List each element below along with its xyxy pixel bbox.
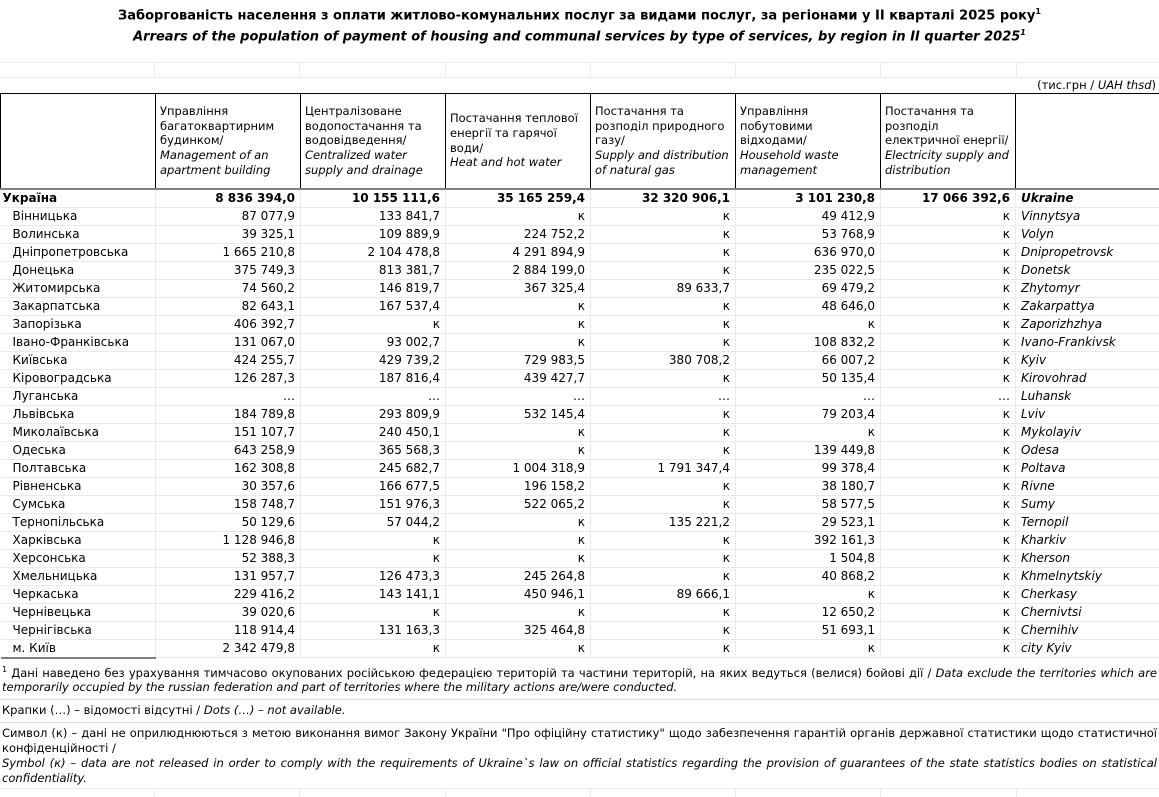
region-name-ua: Чернігівська bbox=[1, 621, 156, 639]
region-name-en: Luhansk bbox=[1016, 387, 1159, 405]
value-cell: 40 868,2 bbox=[736, 567, 881, 585]
column-header-heat bbox=[446, 93, 591, 189]
region-name-ua: Харківська bbox=[1, 531, 156, 549]
value-cell: к bbox=[881, 549, 1016, 567]
value-cell: 118 914,4 bbox=[156, 621, 301, 639]
column-header-en: Household waste management bbox=[740, 148, 876, 177]
column-header-ua: Управління побутовими відходами/ bbox=[740, 104, 813, 147]
region-name-en: Vinnytsya bbox=[1016, 207, 1159, 225]
region-name-ua: Запорізька bbox=[1, 315, 156, 333]
column-header-waste bbox=[736, 93, 881, 189]
value-cell: … bbox=[301, 387, 446, 405]
value-cell: к bbox=[881, 621, 1016, 639]
value-cell: 126 473,3 bbox=[301, 567, 446, 585]
footnote-en: Symbol (к) – data are not released in order to comply with the requirements of Ukraine`s law on official statistics regarding the provision of guarantees of the state statistics bodies on statistical confidentiality. bbox=[2, 756, 1157, 786]
region-name-ua: Львівська bbox=[1, 405, 156, 423]
value-cell: 450 946,1 bbox=[446, 585, 591, 603]
value-cell: 79 203,4 bbox=[736, 405, 881, 423]
value-cell: к bbox=[591, 207, 736, 225]
value-cell: 1 504,8 bbox=[736, 549, 881, 567]
value-cell: 50 129,6 bbox=[156, 513, 301, 531]
table-row bbox=[1, 369, 1159, 387]
table-row bbox=[1, 441, 1159, 459]
value-cell: 229 416,2 bbox=[156, 585, 301, 603]
column-header-electricity bbox=[881, 93, 1016, 189]
value-cell: к bbox=[591, 567, 736, 585]
footnote-en: Data exclude the territories which are temporarily occupied by the russian federation and part of territories where the military actions are/were conducted. bbox=[2, 665, 1157, 694]
value-cell: к bbox=[446, 513, 591, 531]
footnote-marker: 1 bbox=[2, 665, 7, 674]
table-row bbox=[1, 261, 1159, 279]
table-body bbox=[1, 189, 1159, 658]
value-cell: к bbox=[591, 603, 736, 621]
value-cell: 108 832,2 bbox=[736, 333, 881, 351]
value-cell: 146 819,7 bbox=[301, 279, 446, 297]
region-name-ua: Черкаська bbox=[1, 585, 156, 603]
value-cell: к bbox=[591, 441, 736, 459]
value-cell: к bbox=[301, 639, 446, 658]
table-row bbox=[1, 333, 1159, 351]
value-cell: 143 141,1 bbox=[301, 585, 446, 603]
region-name-ua: Вінницька bbox=[1, 207, 156, 225]
table-row bbox=[1, 387, 1159, 405]
value-cell: 12 650,2 bbox=[736, 603, 881, 621]
table-row bbox=[1, 531, 1159, 549]
value-cell: 131 957,7 bbox=[156, 567, 301, 585]
value-cell: к bbox=[591, 225, 736, 243]
value-cell: 196 158,2 bbox=[446, 477, 591, 495]
value-cell: 1 004 318,9 bbox=[446, 459, 591, 477]
value-cell: к bbox=[591, 243, 736, 261]
grid-cell bbox=[300, 789, 445, 797]
value-cell: 1 665 210,8 bbox=[156, 243, 301, 261]
value-cell: к bbox=[881, 531, 1016, 549]
region-name-ua: Дніпропетровська bbox=[1, 243, 156, 261]
value-cell: к bbox=[446, 333, 591, 351]
value-cell: 35 165 259,4 bbox=[446, 189, 591, 208]
footnote-ua: Символ (к) – дані не оприлюднюються з метою виконання вимог Закону України "Про офіційну статистику" щодо забезпечення гарантій органів державної статистики щодо статистичної конфіденційності / bbox=[2, 726, 1157, 755]
value-cell: 29 523,1 bbox=[736, 513, 881, 531]
value-cell: 240 450,1 bbox=[301, 423, 446, 441]
value-cell: к bbox=[736, 315, 881, 333]
region-name-en: Kirovohrad bbox=[1016, 369, 1159, 387]
value-cell: к bbox=[446, 207, 591, 225]
units-label bbox=[0, 78, 1159, 93]
grid-cell bbox=[446, 789, 591, 797]
value-cell: 126 287,3 bbox=[156, 369, 301, 387]
region-name-ua: Рівненська bbox=[1, 477, 156, 495]
value-cell: к bbox=[881, 261, 1016, 279]
region-name-en: Kyiv bbox=[1016, 351, 1159, 369]
region-name-en: Dnipropetrovsk bbox=[1016, 243, 1159, 261]
value-cell: к bbox=[881, 351, 1016, 369]
footnotes bbox=[0, 659, 1159, 789]
column-header-en: Centralized water supply and drainage bbox=[305, 148, 441, 177]
value-cell: 30 357,6 bbox=[156, 477, 301, 495]
region-name-en: Khmelnytskiy bbox=[1016, 567, 1159, 585]
value-cell: 813 381,7 bbox=[301, 261, 446, 279]
region-name-en: Sumy bbox=[1016, 495, 1159, 513]
table-row bbox=[1, 639, 1159, 658]
value-cell: к bbox=[591, 549, 736, 567]
value-cell: 8 836 394,0 bbox=[156, 189, 301, 208]
region-name-en: Zaporizhzhya bbox=[1016, 315, 1159, 333]
region-name-en: city Kyiv bbox=[1016, 639, 1159, 658]
value-cell: 325 464,8 bbox=[446, 621, 591, 639]
value-cell: к bbox=[881, 279, 1016, 297]
value-cell: 367 325,4 bbox=[446, 279, 591, 297]
value-cell: к bbox=[591, 639, 736, 658]
region-name-en: Mykolayiv bbox=[1016, 423, 1159, 441]
region-name-ua: Київська bbox=[1, 351, 156, 369]
region-name-ua: Луганська bbox=[1, 387, 156, 405]
value-cell: 166 677,5 bbox=[301, 477, 446, 495]
value-cell: 51 693,1 bbox=[736, 621, 881, 639]
empty-grid-row bbox=[0, 788, 1159, 797]
corner-cell bbox=[1, 93, 156, 189]
value-cell: 167 537,4 bbox=[301, 297, 446, 315]
region-name-ua: Закарпатська bbox=[1, 297, 156, 315]
column-header-en: Electricity supply and distribution bbox=[885, 148, 1011, 177]
arrears-table bbox=[0, 93, 1159, 659]
value-cell: к bbox=[301, 531, 446, 549]
region-name-ua: Чернівецька bbox=[1, 603, 156, 621]
grid-cell bbox=[1017, 789, 1159, 797]
value-cell: к bbox=[446, 315, 591, 333]
grid-cell bbox=[736, 789, 881, 797]
value-cell: к bbox=[446, 531, 591, 549]
value-cell: к bbox=[736, 423, 881, 441]
footnote-territories bbox=[0, 659, 1159, 701]
value-cell: 187 816,4 bbox=[301, 369, 446, 387]
table-row bbox=[1, 315, 1159, 333]
value-cell: к bbox=[591, 495, 736, 513]
value-cell: к bbox=[591, 369, 736, 387]
value-cell: 139 449,8 bbox=[736, 441, 881, 459]
value-cell: 133 841,7 bbox=[301, 207, 446, 225]
value-cell: 184 789,8 bbox=[156, 405, 301, 423]
grid-cell bbox=[736, 63, 881, 77]
value-cell: 69 479,2 bbox=[736, 279, 881, 297]
column-header-ua: Постачання теплової енергії та гарячої води/ bbox=[450, 111, 578, 154]
region-name-ua: Україна bbox=[1, 189, 156, 208]
column-header-water bbox=[301, 93, 446, 189]
value-cell: 58 577,5 bbox=[736, 495, 881, 513]
value-cell: 365 568,3 bbox=[301, 441, 446, 459]
value-cell: к bbox=[446, 639, 591, 658]
value-cell: 380 708,2 bbox=[591, 351, 736, 369]
value-cell: 1 128 946,8 bbox=[156, 531, 301, 549]
region-name-en: Chernihiv bbox=[1016, 621, 1159, 639]
table-row bbox=[1, 405, 1159, 423]
table-row bbox=[1, 207, 1159, 225]
value-cell: к bbox=[881, 603, 1016, 621]
value-cell: … bbox=[591, 387, 736, 405]
table-row bbox=[1, 585, 1159, 603]
region-name-ua: Одеська bbox=[1, 441, 156, 459]
value-cell: к bbox=[881, 441, 1016, 459]
value-cell: к bbox=[881, 423, 1016, 441]
value-cell: 32 320 906,1 bbox=[591, 189, 736, 208]
grid-cell bbox=[0, 63, 155, 77]
column-header-apartment bbox=[156, 93, 301, 189]
region-name-en: Kherson bbox=[1016, 549, 1159, 567]
value-cell: 245 264,8 bbox=[446, 567, 591, 585]
page-subtitle bbox=[0, 24, 1159, 45]
value-cell: к bbox=[881, 639, 1016, 658]
region-name-en: Ternopil bbox=[1016, 513, 1159, 531]
region-name-en: Zakarpattya bbox=[1016, 297, 1159, 315]
region-name-ua: м. Київ bbox=[1, 639, 156, 658]
units-close: ) bbox=[1152, 78, 1157, 92]
value-cell: к bbox=[446, 603, 591, 621]
table-row bbox=[1, 603, 1159, 621]
value-cell: 74 560,2 bbox=[156, 279, 301, 297]
region-name-ua: Донецька bbox=[1, 261, 156, 279]
value-cell: к bbox=[881, 333, 1016, 351]
value-cell: к bbox=[881, 585, 1016, 603]
value-cell: к bbox=[591, 261, 736, 279]
value-cell: к bbox=[881, 243, 1016, 261]
footnote-dots bbox=[0, 700, 1159, 723]
value-cell: 235 022,5 bbox=[736, 261, 881, 279]
value-cell: к bbox=[881, 207, 1016, 225]
region-name-ua: Тернопільська bbox=[1, 513, 156, 531]
footnote-en: Dots (…) – not available. bbox=[204, 703, 346, 717]
value-cell: 49 412,9 bbox=[736, 207, 881, 225]
value-cell: к bbox=[881, 225, 1016, 243]
value-cell: 87 077,9 bbox=[156, 207, 301, 225]
value-cell: 99 378,4 bbox=[736, 459, 881, 477]
value-cell: 131 163,3 bbox=[301, 621, 446, 639]
page-title bbox=[0, 0, 1159, 24]
value-cell: к bbox=[881, 405, 1016, 423]
value-cell: к bbox=[591, 477, 736, 495]
value-cell: 162 308,8 bbox=[156, 459, 301, 477]
grid-cell bbox=[881, 63, 1016, 77]
value-cell: 424 255,7 bbox=[156, 351, 301, 369]
value-cell: к bbox=[591, 621, 736, 639]
page-title-ua: Заборгованість населення з оплати житлово-комунальних послуг за видами послуг, за регіонами у II кварталі 2025 року bbox=[118, 8, 1035, 23]
value-cell: 135 221,2 bbox=[591, 513, 736, 531]
value-cell: к bbox=[881, 459, 1016, 477]
column-header-en: Heat and hot water bbox=[450, 155, 586, 170]
region-name-ua: Полтавська bbox=[1, 459, 156, 477]
column-header-ua: Постачання та розподіл електричної енергії/ bbox=[885, 104, 1008, 147]
value-cell: … bbox=[881, 387, 1016, 405]
value-cell: 224 752,2 bbox=[446, 225, 591, 243]
value-cell: 1 791 347,4 bbox=[591, 459, 736, 477]
value-cell: 39 325,1 bbox=[156, 225, 301, 243]
value-cell: к bbox=[881, 315, 1016, 333]
region-name-en: Zhytomyr bbox=[1016, 279, 1159, 297]
value-cell: 52 388,3 bbox=[156, 549, 301, 567]
value-cell: к bbox=[881, 513, 1016, 531]
value-cell: к bbox=[591, 297, 736, 315]
table-row bbox=[1, 549, 1159, 567]
value-cell: 429 739,2 bbox=[301, 351, 446, 369]
table-row bbox=[1, 477, 1159, 495]
region-name-en: Poltava bbox=[1016, 459, 1159, 477]
value-cell: к bbox=[446, 297, 591, 315]
value-cell: 57 044,2 bbox=[301, 513, 446, 531]
value-cell: 2 342 479,8 bbox=[156, 639, 301, 658]
value-cell: к bbox=[881, 477, 1016, 495]
table-row bbox=[1, 567, 1159, 585]
value-cell: 532 145,4 bbox=[446, 405, 591, 423]
header-empty-en-col bbox=[1016, 93, 1159, 189]
value-cell: 109 889,9 bbox=[301, 225, 446, 243]
region-name-en: Lviv bbox=[1016, 405, 1159, 423]
value-cell: 82 643,1 bbox=[156, 297, 301, 315]
column-header-ua: Централізоване водопостачання та водовідведення/ bbox=[305, 104, 422, 147]
grid-cell bbox=[0, 789, 155, 797]
region-name-ua: Херсонська bbox=[1, 549, 156, 567]
value-cell: 406 392,7 bbox=[156, 315, 301, 333]
subtitle-footnote-marker: 1 bbox=[1020, 28, 1026, 37]
grid-cell bbox=[1017, 63, 1159, 77]
value-cell: 4 291 894,9 bbox=[446, 243, 591, 261]
table-row bbox=[1, 513, 1159, 531]
value-cell: 66 007,2 bbox=[736, 351, 881, 369]
region-name-en: Ukraine bbox=[1016, 189, 1159, 208]
value-cell: 293 809,9 bbox=[301, 405, 446, 423]
column-header-gas bbox=[591, 93, 736, 189]
value-cell: к bbox=[301, 603, 446, 621]
grid-cell bbox=[446, 63, 591, 77]
table-row bbox=[1, 243, 1159, 261]
table-row bbox=[1, 459, 1159, 477]
footnote-ua: Крапки (…) – відомості відсутні / bbox=[2, 703, 204, 717]
value-cell: 151 107,7 bbox=[156, 423, 301, 441]
region-name-en: Cherkasy bbox=[1016, 585, 1159, 603]
value-cell: к bbox=[881, 567, 1016, 585]
region-name-en: Odesa bbox=[1016, 441, 1159, 459]
region-name-ua: Волинська bbox=[1, 225, 156, 243]
value-cell: к bbox=[301, 549, 446, 567]
value-cell: 38 180,7 bbox=[736, 477, 881, 495]
table-row bbox=[1, 225, 1159, 243]
table-row bbox=[1, 279, 1159, 297]
region-name-ua: Сумська bbox=[1, 495, 156, 513]
column-header-en: Management of an apartment building bbox=[160, 148, 296, 177]
value-cell: 158 748,7 bbox=[156, 495, 301, 513]
region-name-ua: Кіровоградська bbox=[1, 369, 156, 387]
value-cell: … bbox=[156, 387, 301, 405]
value-cell: к bbox=[736, 585, 881, 603]
region-name-en: Donetsk bbox=[1016, 261, 1159, 279]
column-header-ua: Управління багатоквартирним будинком/ bbox=[160, 104, 274, 147]
value-cell: 39 020,6 bbox=[156, 603, 301, 621]
value-cell: 636 970,0 bbox=[736, 243, 881, 261]
value-cell: … bbox=[446, 387, 591, 405]
value-cell: 89 633,7 bbox=[591, 279, 736, 297]
value-cell: 48 646,0 bbox=[736, 297, 881, 315]
value-cell: 50 135,4 bbox=[736, 369, 881, 387]
grid-cell bbox=[155, 63, 300, 77]
value-cell: к bbox=[591, 333, 736, 351]
units-en: UAH thsd bbox=[1098, 78, 1152, 92]
value-cell: к bbox=[591, 315, 736, 333]
table-row bbox=[1, 495, 1159, 513]
column-header-ua: Постачання та розподіл природного газу/ bbox=[595, 104, 724, 147]
table-row bbox=[1, 189, 1159, 208]
value-cell: к bbox=[591, 531, 736, 549]
value-cell: 729 983,5 bbox=[446, 351, 591, 369]
table-row bbox=[1, 297, 1159, 315]
units-ua: (тис.грн / bbox=[1037, 78, 1098, 92]
value-cell: к bbox=[301, 315, 446, 333]
footnote-ua: Дані наведено без урахування тимчасово окупованих російською федерацією територій та частини територій, на яких ведуться (велися) бойові дії / bbox=[7, 665, 935, 679]
value-cell: к bbox=[881, 297, 1016, 315]
value-cell: к bbox=[446, 441, 591, 459]
grid-cell bbox=[155, 789, 300, 797]
value-cell: 643 258,9 bbox=[156, 441, 301, 459]
table-header bbox=[1, 93, 1159, 189]
table-row bbox=[1, 423, 1159, 441]
grid-cell bbox=[881, 789, 1016, 797]
value-cell: 2 104 478,8 bbox=[301, 243, 446, 261]
value-cell: 151 976,3 bbox=[301, 495, 446, 513]
empty-grid-row bbox=[0, 62, 1159, 78]
value-cell: 3 101 230,8 bbox=[736, 189, 881, 208]
footnote-symbol-k bbox=[0, 723, 1159, 788]
value-cell: 522 065,2 bbox=[446, 495, 591, 513]
value-cell: 131 067,0 bbox=[156, 333, 301, 351]
region-name-ua: Івано-Франківська bbox=[1, 333, 156, 351]
value-cell: 375 749,3 bbox=[156, 261, 301, 279]
region-name-ua: Житомирська bbox=[1, 279, 156, 297]
grid-cell bbox=[300, 63, 445, 77]
value-cell: к bbox=[591, 405, 736, 423]
value-cell: 245 682,7 bbox=[301, 459, 446, 477]
region-name-en: Volyn bbox=[1016, 225, 1159, 243]
table-row bbox=[1, 351, 1159, 369]
value-cell: 2 884 199,0 bbox=[446, 261, 591, 279]
column-header-en: Supply and distribution of natural gas bbox=[595, 148, 731, 177]
value-cell: к bbox=[736, 639, 881, 658]
value-cell: 10 155 111,6 bbox=[301, 189, 446, 208]
page-subtitle-en: Arrears of the population of payment of housing and communal services by type of services, by region in II quarter 2025 bbox=[133, 30, 1020, 45]
value-cell: 17 066 392,6 bbox=[881, 189, 1016, 208]
region-name-en: Ivano-Frankivsk bbox=[1016, 333, 1159, 351]
title-footnote-marker: 1 bbox=[1035, 7, 1041, 16]
value-cell: 392 161,3 bbox=[736, 531, 881, 549]
value-cell: … bbox=[736, 387, 881, 405]
value-cell: к bbox=[446, 423, 591, 441]
value-cell: 89 666,1 bbox=[591, 585, 736, 603]
value-cell: к bbox=[881, 369, 1016, 387]
value-cell: к bbox=[591, 423, 736, 441]
region-name-ua: Миколаївська bbox=[1, 423, 156, 441]
region-name-en: Kharkiv bbox=[1016, 531, 1159, 549]
value-cell: 439 427,7 bbox=[446, 369, 591, 387]
grid-cell bbox=[591, 63, 736, 77]
value-cell: к bbox=[446, 549, 591, 567]
value-cell: 93 002,7 bbox=[301, 333, 446, 351]
grid-cell bbox=[591, 789, 736, 797]
value-cell: к bbox=[881, 495, 1016, 513]
value-cell: 53 768,9 bbox=[736, 225, 881, 243]
region-name-en: Rivne bbox=[1016, 477, 1159, 495]
region-name-ua: Хмельницька bbox=[1, 567, 156, 585]
region-name-en: Chernivtsi bbox=[1016, 603, 1159, 621]
table-row bbox=[1, 621, 1159, 639]
